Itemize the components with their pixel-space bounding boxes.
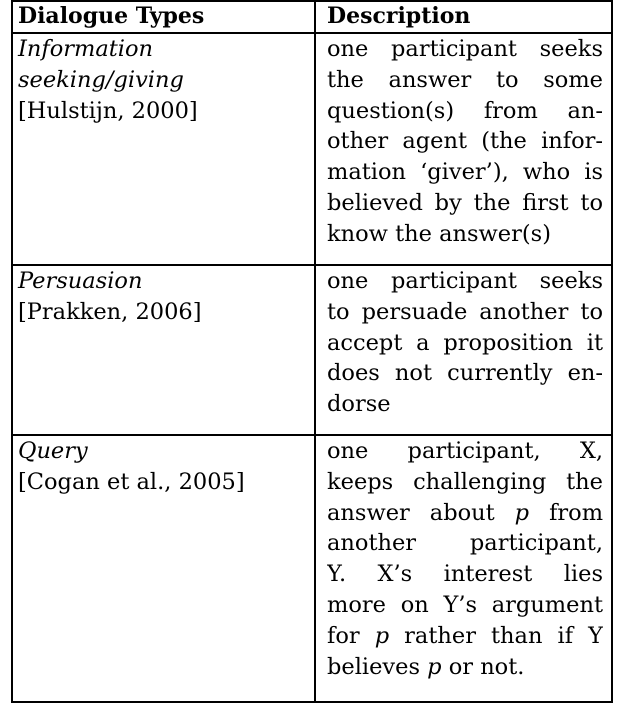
- dialogue-types-table: [11, 0, 613, 703]
- row-2-desc-line-4: does not currently en-: [327, 360, 603, 387]
- row-1-desc-line-4: other agent (the infor-: [327, 128, 603, 155]
- row-1-desc-line-6: believed by the first to: [327, 189, 603, 216]
- row-1-desc-line-5: mation ‘giver’), who is: [327, 159, 603, 186]
- row-3-desc-line-2: keeps challenging the: [327, 468, 603, 495]
- row-1-description-cell: [327, 34, 603, 250]
- row-2-type-name-line-1: Persuasion: [18, 268, 143, 294]
- table-bottom-rule: [11, 701, 613, 703]
- row-1-desc-line-1: one participant seeks: [327, 36, 603, 62]
- row-3-type-cell: [18, 436, 303, 498]
- row-3-desc-line-6: more on Y’s argument: [327, 591, 603, 618]
- column-divider: [314, 0, 316, 703]
- row-1-type-name-line-1: Information: [18, 36, 154, 62]
- row-2-description-cell: [327, 266, 603, 420]
- table-right-border: [611, 0, 613, 703]
- row-3-desc-line-1: one participant, X,: [327, 438, 603, 464]
- row-2-desc-line-2: to persuade another to: [327, 298, 603, 325]
- row-1-type-name-line-2: seeking/giving: [18, 66, 184, 93]
- row-3-citation: [Cogan et al., 2005]: [18, 468, 245, 495]
- row-1-type-cell: [18, 34, 303, 126]
- row-2-type-cell: [18, 266, 303, 328]
- row-2-citation: [Prakken, 2006]: [18, 298, 202, 325]
- row-2-desc-line-5: dorse: [327, 391, 391, 418]
- row-2-desc-line-1: one participant seeks: [327, 268, 603, 294]
- row-3-desc-line-4: another participant,: [327, 530, 603, 557]
- row-1-desc-line-7: know the answer(s): [327, 220, 551, 247]
- row-3-type-name-line-1: Query: [18, 438, 88, 464]
- header-dialogue-types: Dialogue Types: [18, 3, 205, 29]
- header-description: Description: [327, 3, 471, 29]
- row-3-desc-line-8: believes p or not.: [327, 653, 525, 680]
- table-left-border: [11, 0, 13, 703]
- row-1-desc-line-3: question(s) from an-: [327, 97, 603, 124]
- row-3-description-cell: [327, 436, 603, 682]
- row-3-desc-line-3: answer about p from: [327, 499, 603, 526]
- row-3-desc-line-5: Y. X’s interest lies: [327, 561, 603, 588]
- row-2-desc-line-3: accept a proposition it: [327, 329, 603, 356]
- row-3-desc-line-7: for p rather than if Y: [327, 622, 603, 649]
- row-1-citation: [Hulstijn, 2000]: [18, 97, 198, 124]
- row-1-desc-line-2: the answer to some: [327, 66, 603, 93]
